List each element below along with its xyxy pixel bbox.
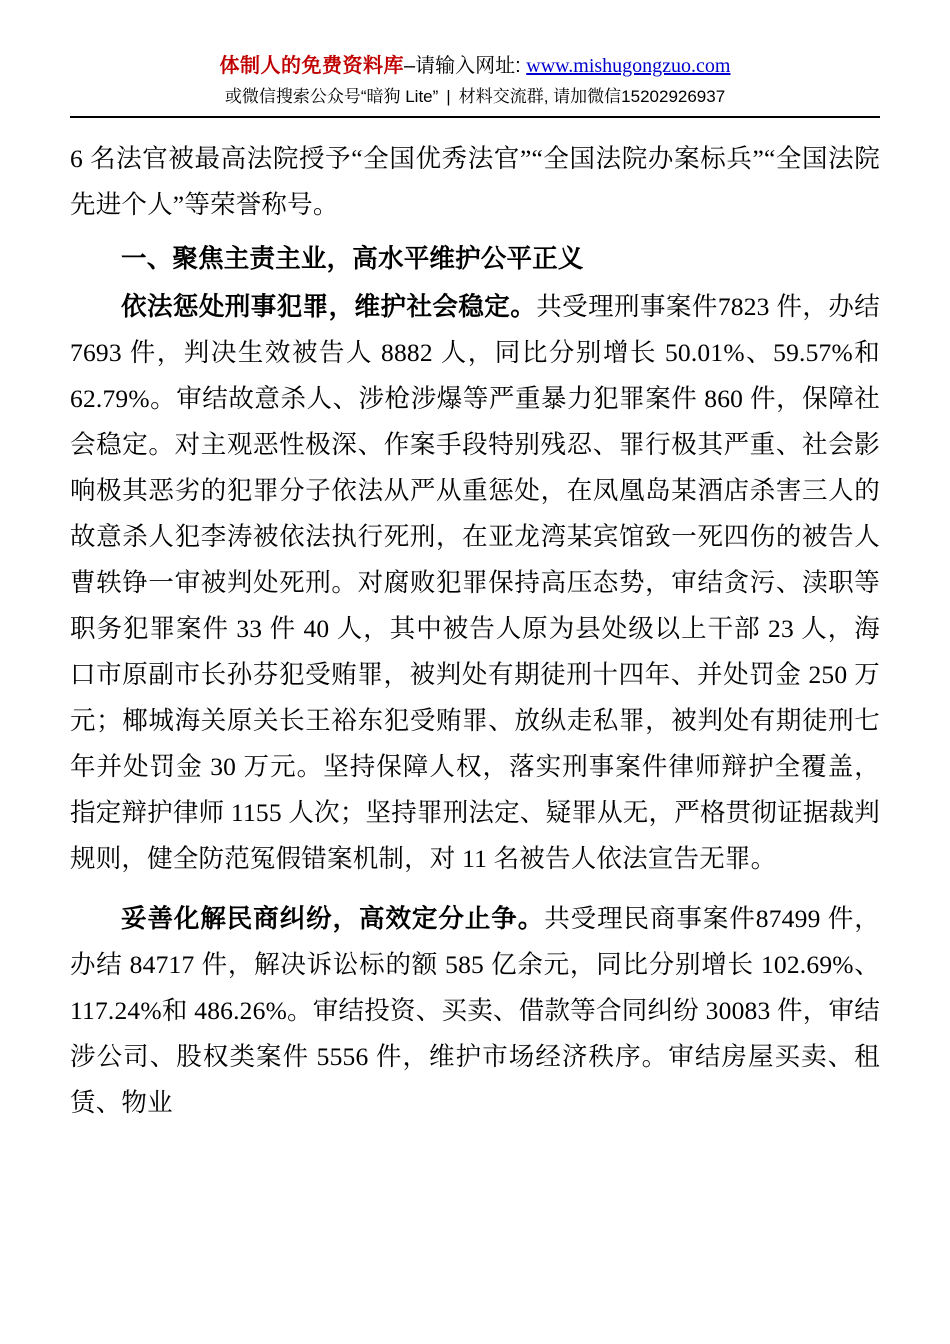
promo-wechat-group: 材料交流群, 请加微信15202926937 bbox=[458, 87, 726, 106]
paragraph-continuation: 6 名法官被最高法院授予“全国优秀法官”“全国法院办案标兵”“全国法院先进个人”等荣誉称号。 bbox=[70, 144, 880, 219]
promo-url-link[interactable]: www.mishugongzuo.com bbox=[526, 55, 731, 77]
promo-banner-line-2 bbox=[0, 84, 950, 110]
promo-dash-label: –请输入网址: bbox=[404, 55, 527, 77]
section-heading-one: 一、聚焦主责主业，高水平维护公平正义 bbox=[121, 244, 584, 273]
paragraph-criminal-cases-lead: 依法惩处刑事犯罪，维护社会稳定。 bbox=[121, 292, 537, 321]
promo-banner-line-1 bbox=[0, 52, 950, 80]
promo-title: 体制人的免费资料库 bbox=[219, 55, 404, 77]
paragraph-criminal-cases bbox=[70, 284, 880, 882]
paragraph-civil-cases-lead: 妥善化解民商纠纷，高效定分止争。 bbox=[121, 904, 545, 933]
document-body bbox=[70, 118, 880, 1126]
paragraph-civil-cases bbox=[70, 896, 880, 1126]
paragraph-spacer bbox=[70, 882, 880, 896]
paragraph-civil-cases-body: 共受理民商事案件87499 件，办结 84717 件，解决诉讼标的额 585 亿余元，同比分别增长 102.69%、117.24%和 486.26%。审结投资、买卖、借款等合同纠纷 30083 件，审结涉公司、股权类案件 5556 件，维护市场经济秩序。审结房屋买卖、租赁、物业 bbox=[70, 904, 881, 1117]
promo-banner bbox=[0, 0, 950, 118]
promo-separator: | bbox=[446, 87, 451, 106]
paragraph-criminal-cases-body: 共受理刑事案件7823 件，办结 7693 件，判决生效被告人 8882 人，同比分别增长 50.01%、59.57%和 62.79%。审结故意杀人、涉枪涉爆等严重暴力犯罪案件 860 件，保障社会稳定。对主观恶性极深、作案手段特别残忍、罪行极其严重、社会影响极其恶劣的犯罪分子依法从严从重惩处，在凤凰岛某酒店杀害三人的故意杀人犯李涛被依法执行死刑，在亚龙湾某宾馆致一死四伤的被告人曹轶铮一审被判处死刑。对腐败犯罪保持高压态势，审结贪污、渎职等职务犯罪案件 33 件 40 人，其中被告人原为县处级以上干部 23 人，海口市原副市长孙芬犯受贿罪，被判处有期徒刑十四年、并处罚金 250 万元；椰城海关原关长王裕东犯受贿罪、放纵走私罪，被判处有期徒刑七年并处罚金 30 万元。坚持保障人权，落实刑事案件律师辩护全覆盖，指定辩护律师 1155 人次；坚持罪刑法定、疑罪从无，严格贯彻证据裁判规则，健全防范冤假错案机制，对 11 名被告人依法宣告无罪。 bbox=[70, 292, 881, 873]
promo-wechat-account: 或微信搜索公众号“暗狗 Lite” bbox=[224, 87, 439, 106]
